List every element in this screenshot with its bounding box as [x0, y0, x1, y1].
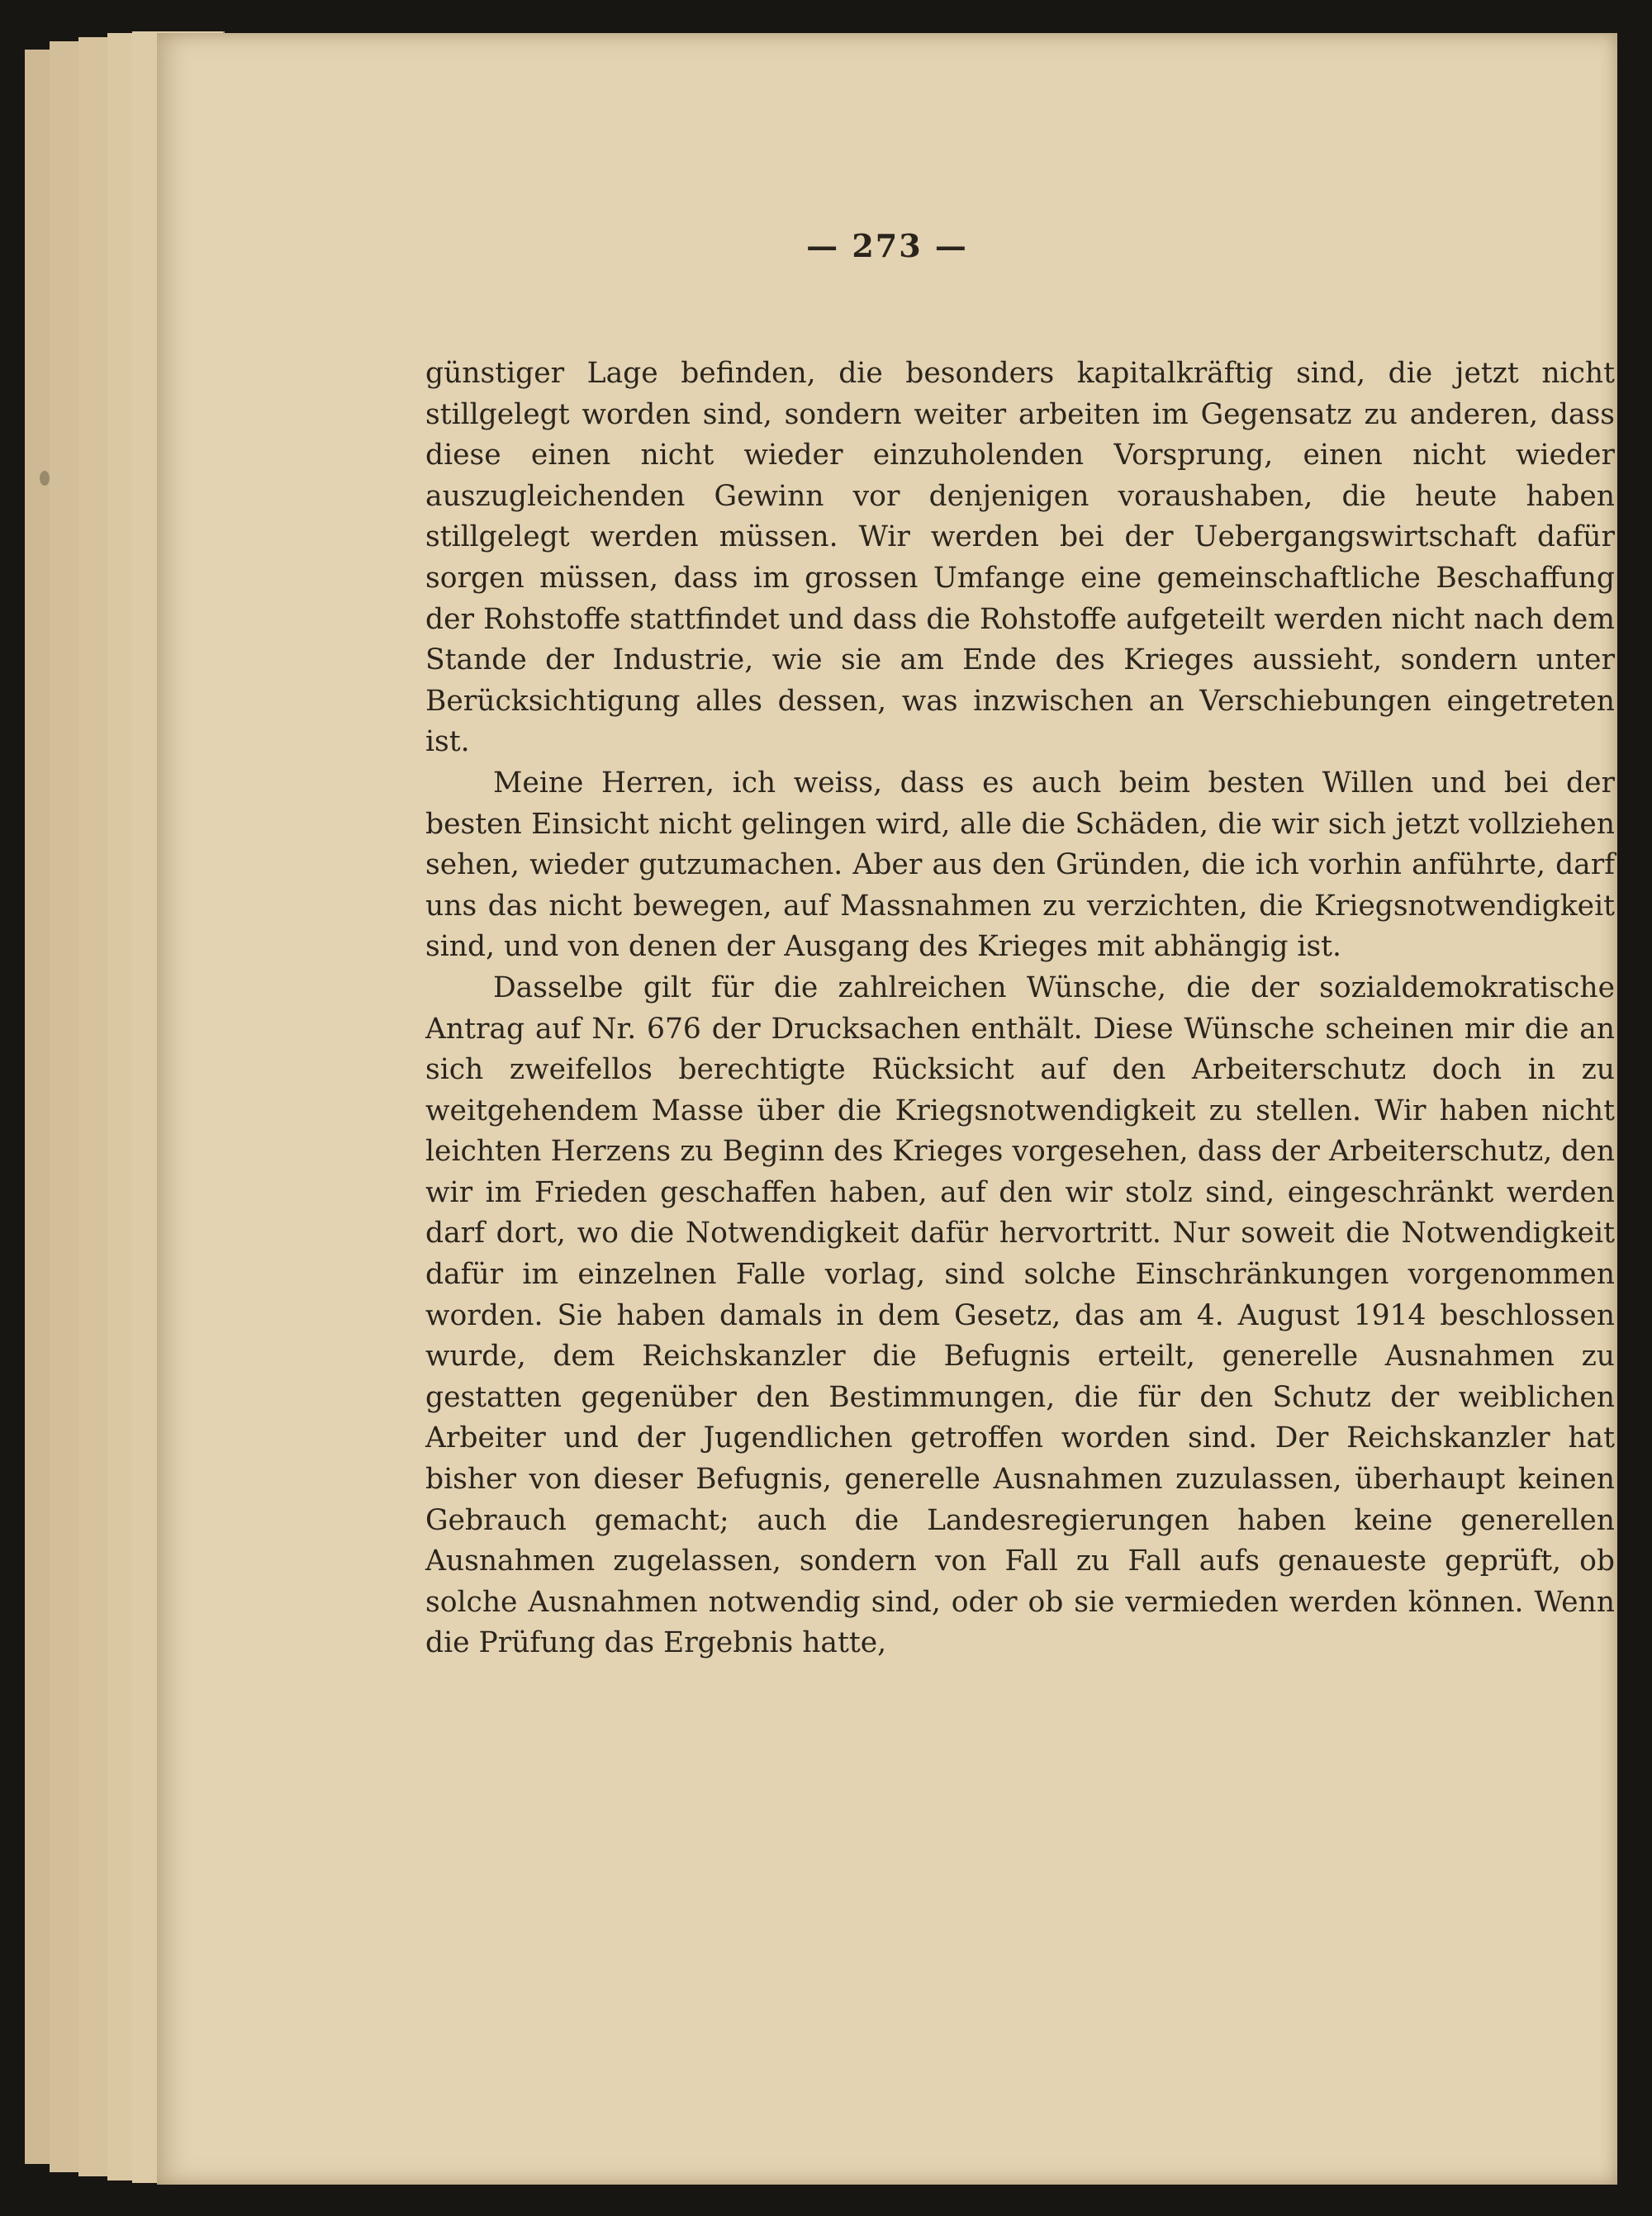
paragraph-2: Meine Herren, ich weiss, dass es auch beim besten Willen und bei der besten Einsicht nicht gelingen wird, alle die Schäden, die wir sich jetzt vollziehen sehen, wieder gutzumachen. Aber aus den Gründen, die ich vorhin anführte, darf uns das nicht bewegen, auf Massnahmen zu verzichten, die Kriegsnotwendigkeit sind, und von denen der Ausgang des Krieges mit abhängig ist. — [425, 766, 1615, 964]
body-text — [425, 354, 1615, 1664]
paper-speck — [40, 471, 50, 486]
paragraph-3: Dasselbe gilt für die zahlreichen Wünsche, die der sozialdemokratische Antrag auf Nr. 676 der Drucksachen enthält. Diese Wünsche scheinen mir die an sich zweifellos berechtigte Rücksicht auf den Arbeiterschutz doch in zu weitgehendem Masse über die Kriegsnotwendigkeit zu stellen. Wir haben nicht leichten Herzens zu Beginn des Krieges vorgesehen, dass der Arbeiterschutz, den wir im Frieden geschaffen haben, auf den wir stolz sind, eingeschränkt werden darf dort, wo die Notwendigkeit dafür hervortritt. Nur soweit die Notwendigkeit dafür im einzelnen Falle vorlag, sind solche Einschränkungen vorgenommen worden. Sie haben damals in dem Gesetz, das am 4. August 1914 beschlossen wurde, dem Reichskanzler die Befugnis erteilt, generelle Ausnahmen zu gestatten gegenüber den Bestimmungen, die für den Schutz der weiblichen Arbeiter und der Jugendlichen getroffen worden sind. Der Reichskanzler hat bisher von dieser Befugnis, generelle Ausnahmen zuzulassen, überhaupt keinen Gebrauch gemacht; auch die Landesregierungen haben keine generellen Ausnahmen zugelassen, sondern von Fall zu Fall aufs genaueste geprüft, ob solche Ausnahmen notwendig sind, oder ob sie vermieden werden können. Wenn die Prüfung das Ergebnis hatte, — [425, 970, 1615, 1660]
page-number: — 273 — — [806, 227, 968, 264]
book-page — [157, 33, 1617, 2185]
paragraph-1: günstiger Lage befinden, die besonders kapitalkräftig sind, die jetzt nicht stillgelegt worden sind, sondern weiter arbeiten im Gegensatz zu anderen, dass diese einen nicht wieder einzuholenden Vorsprung, einen nicht wieder auszugleichenden Gewinn vor denjenigen voraushaben, die heute haben stillgelegt werden müssen. Wir werden bei der Uebergangswirtschaft dafür sorgen müssen, dass im grossen Umfange eine gemeinschaftliche Beschaffung der Rohstoffe stattfindet und dass die Rohstoffe aufgeteilt werden nicht nach dem Stande der Industrie, wie sie am Ende des Krieges aussieht, sondern unter Berücksichtigung alles dessen, was inzwischen an Verschiebungen eingetreten ist. — [425, 357, 1615, 759]
